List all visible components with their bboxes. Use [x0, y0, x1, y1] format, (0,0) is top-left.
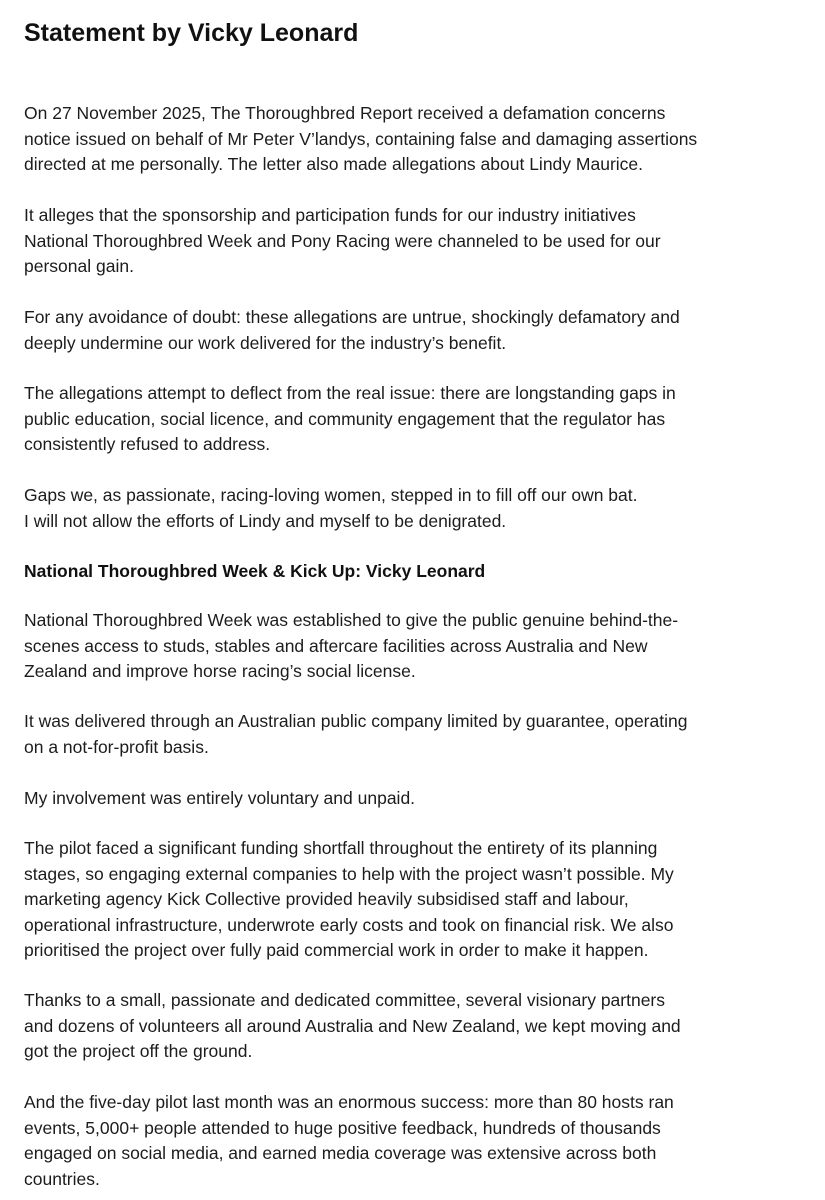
text-line: And the five-day pilot last month was an enormous success: more than 80 hosts ran [24, 1092, 674, 1112]
text-line: For any avoidance of doubt: these allegations are untrue, shockingly defamatory and [24, 307, 680, 327]
text-line: I will not allow the efforts of Lindy and myself to be denigrated. [24, 510, 507, 531]
paragraph-company-structure [24, 709, 687, 760]
text-line: National Thoroughbred Week and Pony Racing were channeled to be used for our [24, 230, 661, 251]
paragraph-pilot-success [24, 1090, 674, 1192]
text-line: National Thoroughbred Week was established to give the public genuine behind-the- [24, 610, 679, 630]
text-line: Gaps we, as passionate, racing-loving women, stepped in to fill off our own bat. [24, 485, 638, 505]
paragraph-real-issue [24, 381, 676, 458]
text-line: My involvement was entirely voluntary and unpaid. [24, 788, 416, 808]
paragraph-allegation [24, 203, 661, 280]
text-line: countries. [24, 1168, 100, 1189]
text-line: got the project off the ground. [24, 1041, 253, 1061]
text-line: On 27 November 2025, The Thoroughbred Report received a defamation concerns [24, 103, 666, 123]
paragraph-voluntary [24, 786, 415, 812]
text-line: public education, social licence, and community engagement that the regulator has [24, 408, 666, 429]
text-line: deeply undermine our work delivered for the industry’s benefit. [24, 332, 507, 353]
text-line: prioritised the project over fully paid commercial work in order to make it happen. [24, 940, 649, 960]
text-line: operational infrastructure, underwrote early costs and took on financial risk. We also [24, 914, 674, 935]
text-line: Zealand and improve horse racing’s social license. [24, 661, 416, 681]
text-line: stages, so engaging external companies to help with the project wasn’t possible. My [24, 863, 674, 884]
text-line: engaged on social media, and earned media coverage was extensive across both [24, 1143, 657, 1163]
text-line: The pilot faced a significant funding shortfall throughout the entirety of its planning [24, 838, 658, 858]
text-line: and dozens of volunteers all around Australia and New Zealand, we kept moving and [24, 1015, 681, 1036]
section-heading: National Thoroughbred Week & Kick Up: Vicky Leonard [24, 561, 486, 581]
paragraph-defamation-notice [24, 101, 697, 178]
text-line: consistently refused to address. [24, 434, 271, 454]
page-title: Statement by Vicky Leonard [24, 19, 359, 47]
text-line: scenes access to studs, stables and aftercare facilities across Australia and New [24, 635, 648, 656]
text-line: directed at me personally. The letter also made allegations about Lindy Maurice. [24, 154, 644, 174]
text-line: on a not-for-profit basis. [24, 736, 209, 757]
text-line: notice issued on behalf of Mr Peter V’landys, containing false and damaging assertions [24, 128, 698, 149]
paragraph-funding-shortfall [24, 836, 674, 964]
text-line: It alleges that the sponsorship and participation funds for our industry initiatives [24, 205, 636, 225]
paragraph-denial [24, 305, 680, 356]
paragraph-thanks [24, 988, 681, 1065]
text-line: marketing agency Kick Collective provided heavily subsidised staff and labour, [24, 889, 629, 909]
text-line: It was delivered through an Australian public company limited by guarantee, operating [24, 711, 688, 731]
text-line: Thanks to a small, passionate and dedicated committee, several visionary partners [24, 990, 666, 1010]
paragraph-gaps [24, 483, 638, 534]
paragraph-ntw-established [24, 608, 678, 685]
text-line: events, 5,000+ people attended to huge positive feedback, hundreds of thousands [24, 1117, 661, 1138]
text-line: personal gain. [24, 256, 134, 276]
text-line: The allegations attempt to deflect from the real issue: there are longstanding gaps in [24, 383, 676, 403]
